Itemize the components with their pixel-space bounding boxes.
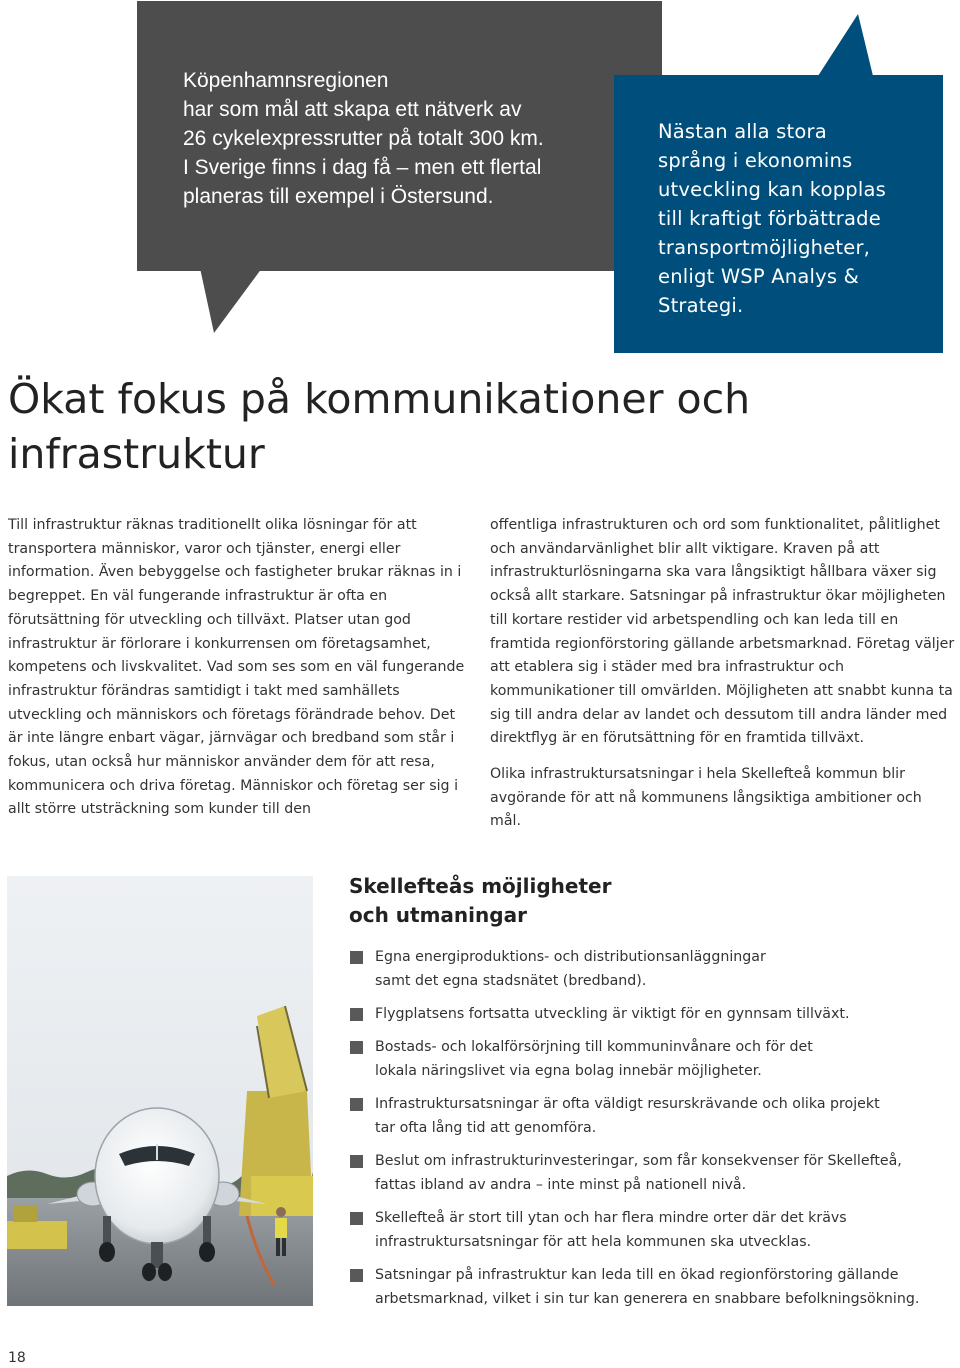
list-item-text: Infrastruktursatsningar är ofta väldigt resurskrävande och olika projekt tar ofta lång tid att genomföra.: [375, 1096, 880, 1136]
bullet-square-icon: [350, 1098, 363, 1111]
bullet-square-icon: [350, 1041, 363, 1054]
list-item: [349, 1263, 949, 1311]
list-item-text: Flygplatsens fortsatta utveckling är viktigt för en gynnsam tillväxt.: [375, 1006, 850, 1022]
quote-blue-text: Nästan alla stora språng i ekonomins utveckling kan kopplas till kraftigt förbättrade transportmöjligheter, enligt WSP Analys & Strategi.: [658, 120, 886, 317]
list-item: [349, 1092, 949, 1140]
body-column-right: [490, 514, 955, 834]
list-item: [349, 945, 949, 993]
list-item-text: Skellefteå är stort till ytan och har flera mindre orter där det krävs infrastruktursatsningar för att hela kommunen ska utvecklas.: [375, 1210, 847, 1250]
bullet-square-icon: [350, 951, 363, 964]
list-item: [349, 1149, 949, 1197]
body-paragraph: offentliga infrastrukturen och ord som funktionalitet, pålitlighet och användarvänlighet blir allt viktigare. Kraven på att infrastrukturlösningarna ska vara långsiktigt hållbara växer sig också allt starkare. Satsningar på infrastruktur ökar möjligheten till kortare restider vid arbetspendling och kan leda till en framtida regionförstoring gällande arbetsmarknad. Företag väljer att etablera sig i städer med bra infrastruktur och kommunikationer till omvärlden. Möjligheten att snabbt kunna ta sig till andra delar av landet och dessutom till andra länder med direktflyg är en förutsättning för en framtida tillväxt.: [490, 517, 955, 747]
airplane-photo: [7, 876, 313, 1306]
list-item: [349, 1002, 949, 1026]
list-item-text: Egna energiproduktions- och distributionsanläggningar samt det egna stadsnätet (bredband).: [375, 949, 766, 989]
section-heading: Skellefteås möjligheter och utmaningar: [349, 874, 612, 927]
bullet-square-icon: [350, 1155, 363, 1168]
list-item: [349, 1035, 949, 1083]
page-title: Ökat fokus på kommunikationer och infrastruktur: [8, 375, 751, 478]
list-item-text: Satsningar på infrastruktur kan leda till en ökad regionförstoring gällande arbetsmarknad, vilket i sin tur kan generera en snabbare befolkningsökning.: [375, 1267, 920, 1307]
quote-grey-text: Köpenhamnsregionen har som mål att skapa ett nätverk av 26 cykelexpressrutter på totalt 300 km. I Sverige finns i dag få – men ett flertal planeras till exempel i Östersund.: [183, 69, 544, 208]
airplane-image: [7, 876, 313, 1306]
list-item-text: Beslut om infrastrukturinvesteringar, som får konsekvenser för Skellefteå, fattas ibland av andra – inte minst på nationell nivå.: [375, 1153, 902, 1193]
bullet-square-icon: [350, 1212, 363, 1225]
body-paragraph: Till infrastruktur räknas traditionellt olika lösningar för att transportera människor, varor och tjänster, energi eller information. Även bebyggelse och fastigheter brukar räknas in i begreppet. En väl fungerande infrastruktur är ofta en förutsättning för utveckling och tillväxt. Platser utan god infrastruktur är förlorare i konkurrensen om företagsamhet, kompetens och livskvalitet. Vad som ses som en väl fungerande infrastruktur förändras samtidigt i takt med samhällets utveckling och människors och företags förändrade behov. Det är inte längre enbart vägar, järnvägar och bredband som står i fokus, utan också hur människor använder dem för att resa, kommunicera och driva företag. Människor och företag ser sig i allt större utsträckning som kunder till den: [8, 517, 465, 818]
body-paragraph: Olika infrastruktursatsningar i hela Skellefteå kommun blir avgörande för att nå kommunens långsiktiga ambitioner och mål.: [490, 766, 922, 830]
bullet-square-icon: [350, 1008, 363, 1021]
body-column-left: [8, 514, 468, 822]
opportunities-list: [349, 945, 949, 1311]
page-number: 18: [8, 1350, 26, 1366]
bullet-square-icon: [350, 1269, 363, 1282]
list-item: [349, 1206, 949, 1254]
list-item-text: Bostads- och lokalförsörjning till kommuninvånare och för det lokala näringslivet via egna bolag innebär möjligheter.: [375, 1039, 813, 1079]
